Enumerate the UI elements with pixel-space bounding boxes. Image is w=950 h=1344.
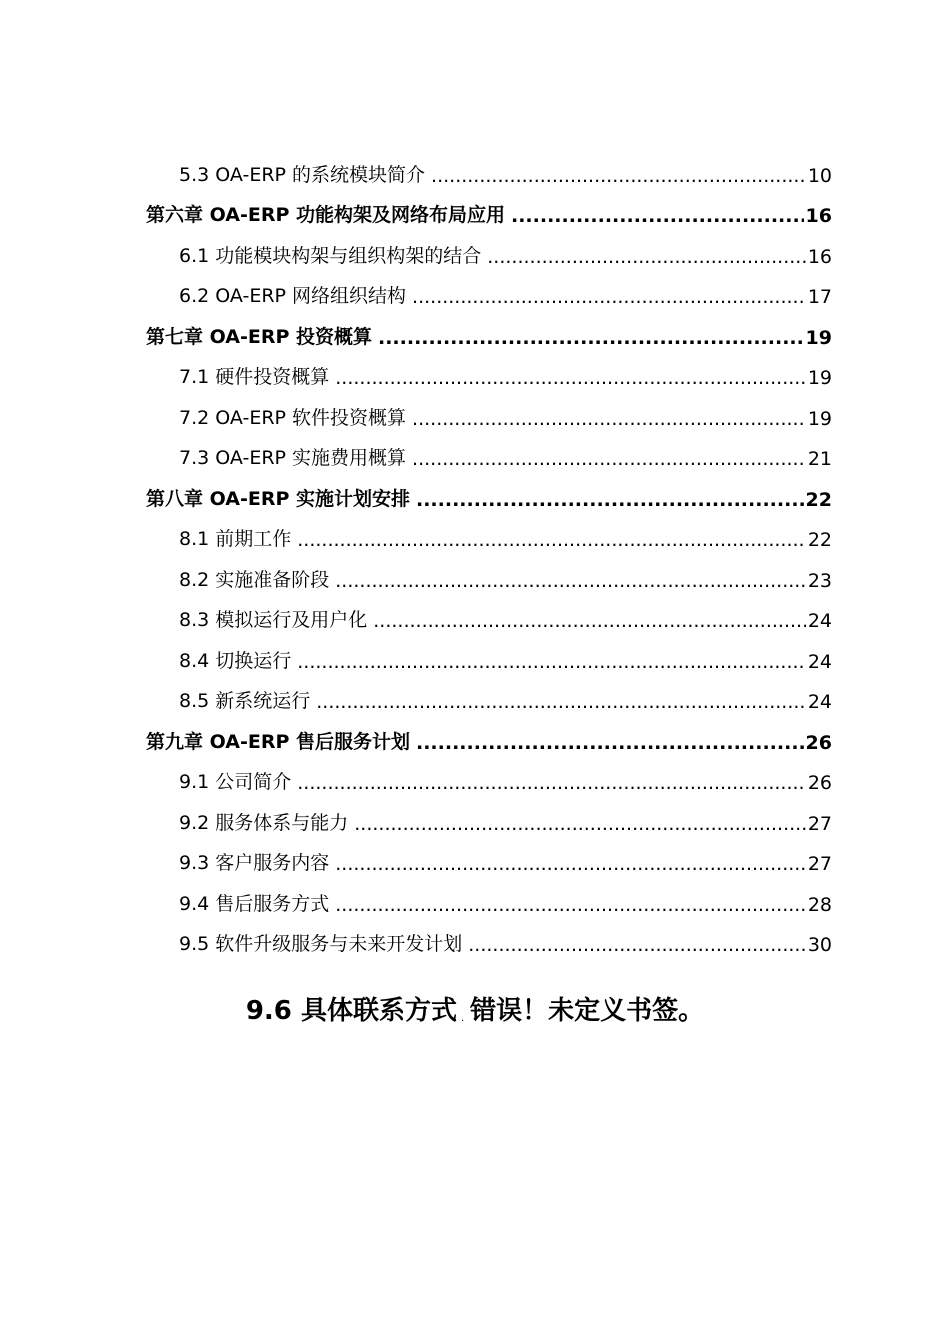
table-of-contents (146, 152, 832, 962)
toc-entry-page: 26 (807, 772, 832, 794)
toc-entry-page: 16 (807, 245, 832, 268)
toc-leader-dots (468, 934, 806, 962)
toc-leader-dots (297, 651, 806, 679)
toc-leader-dots (354, 813, 806, 841)
toc-leader-dots (297, 529, 806, 557)
toc-leader-dots (412, 286, 806, 314)
toc-entry-title: 第六章 OA-ERP 功能构架及网络布局应用 (146, 204, 505, 226)
toc-entry-title: 6.1 功能模块构架与组织构架的结合 (179, 244, 482, 267)
toc-entry-page: 22 (805, 488, 832, 511)
toc-leader-dots (316, 691, 806, 719)
toc-entry-title: 9.4 售后服务方式 (179, 892, 330, 915)
toc-leader-dots (412, 448, 806, 476)
toc-entry-title: 7.3 OA-ERP 实施费用概算 (179, 447, 407, 469)
toc-leader-dots (511, 205, 804, 233)
toc-leader-dots (378, 327, 804, 355)
toc-entry-page: 10 (807, 164, 832, 187)
toc-entry-title: 8.3 模拟运行及用户化 (179, 609, 368, 631)
toc-entry-title: 第九章 OA-ERP 售后服务计划 (146, 730, 410, 753)
toc-entry-page: 24 (807, 691, 832, 713)
toc-entry-page: 17 (807, 286, 832, 308)
toc-chapter-entry[interactable] (146, 719, 832, 760)
toc-entry[interactable] (146, 152, 832, 193)
toc-entry-page: 24 (807, 610, 832, 632)
toc-error-heading: 9.6 具体联系方式 (245, 996, 457, 1026)
toc-entry[interactable] (146, 679, 832, 720)
toc-leader-dots (431, 165, 806, 193)
toc-error-message: 错误！未定义书签。 (470, 996, 705, 1026)
toc-entry-title: 9.5 软件升级服务与未来开发计划 (179, 933, 463, 955)
toc-entry-page: 28 (807, 893, 832, 916)
toc-entry-page: 22 (807, 529, 832, 551)
toc-entry-page: 19 (807, 367, 832, 389)
toc-entry[interactable] (146, 881, 832, 922)
toc-entry-title: 5.3 OA-ERP 的系统模块简介 (179, 163, 426, 186)
toc-entry[interactable] (146, 598, 832, 639)
toc-entry[interactable] (146, 760, 832, 801)
toc-leader-dots (335, 853, 806, 881)
toc-entry[interactable] (146, 800, 832, 841)
toc-entry-title: 第七章 OA-ERP 投资概算 (146, 325, 372, 348)
toc-entry-title: 9.2 服务体系与能力 (179, 811, 349, 834)
toc-leader-dots (335, 367, 806, 395)
toc-entry-page: 19 (807, 407, 832, 430)
toc-leader-dots (335, 570, 806, 598)
toc-entry-title: 9.3 客户服务内容 (179, 852, 330, 874)
toc-leader-dots (412, 408, 806, 436)
toc-entry-page: 26 (805, 731, 832, 754)
toc-chapter-entry[interactable] (146, 476, 832, 517)
toc-chapter-entry[interactable] (146, 314, 832, 355)
toc-leader-dots (416, 732, 804, 760)
toc-entry-page: 27 (807, 853, 832, 875)
toc-entry[interactable] (146, 517, 832, 558)
toc-entry[interactable] (146, 841, 832, 882)
toc-entry-title: 第八章 OA-ERP 实施计划安排 (146, 487, 410, 510)
toc-entry[interactable] (146, 355, 832, 396)
toc-entry-title: 7.2 OA-ERP 软件投资概算 (179, 406, 407, 429)
toc-entry-page: 21 (807, 448, 832, 470)
toc-entry[interactable] (146, 274, 832, 315)
toc-entry-page: 16 (805, 205, 832, 227)
toc-entry-page: 23 (807, 569, 832, 592)
toc-entry-page: 27 (807, 812, 832, 835)
toc-leader-dots (335, 894, 806, 922)
toc-entry-page: 24 (807, 650, 832, 673)
toc-entry[interactable] (146, 233, 832, 274)
toc-entry-title: 8.2 实施准备阶段 (179, 568, 330, 591)
toc-error-separator: . (460, 1013, 465, 1024)
toc-leader-dots (297, 772, 806, 800)
toc-chapter-entry[interactable] (146, 193, 832, 234)
toc-leader-dots (416, 489, 804, 517)
toc-entry-page: 30 (807, 934, 832, 956)
toc-error-line (0, 990, 950, 1027)
toc-entry[interactable] (146, 638, 832, 679)
toc-entry-title: 8.4 切换运行 (179, 649, 292, 672)
toc-entry[interactable] (146, 436, 832, 477)
toc-leader-dots (373, 610, 806, 638)
toc-entry-title: 9.1 公司简介 (179, 771, 292, 793)
toc-entry-title: 6.2 OA-ERP 网络组织结构 (179, 285, 407, 307)
toc-entry-title: 8.5 新系统运行 (179, 690, 311, 712)
toc-entry-title: 8.1 前期工作 (179, 528, 292, 550)
toc-entry[interactable] (146, 557, 832, 598)
toc-entry[interactable] (146, 395, 832, 436)
toc-leader-dots (487, 246, 806, 274)
toc-entry[interactable] (146, 922, 832, 963)
toc-entry-title: 7.1 硬件投资概算 (179, 366, 330, 388)
toc-entry-page: 19 (805, 326, 832, 349)
